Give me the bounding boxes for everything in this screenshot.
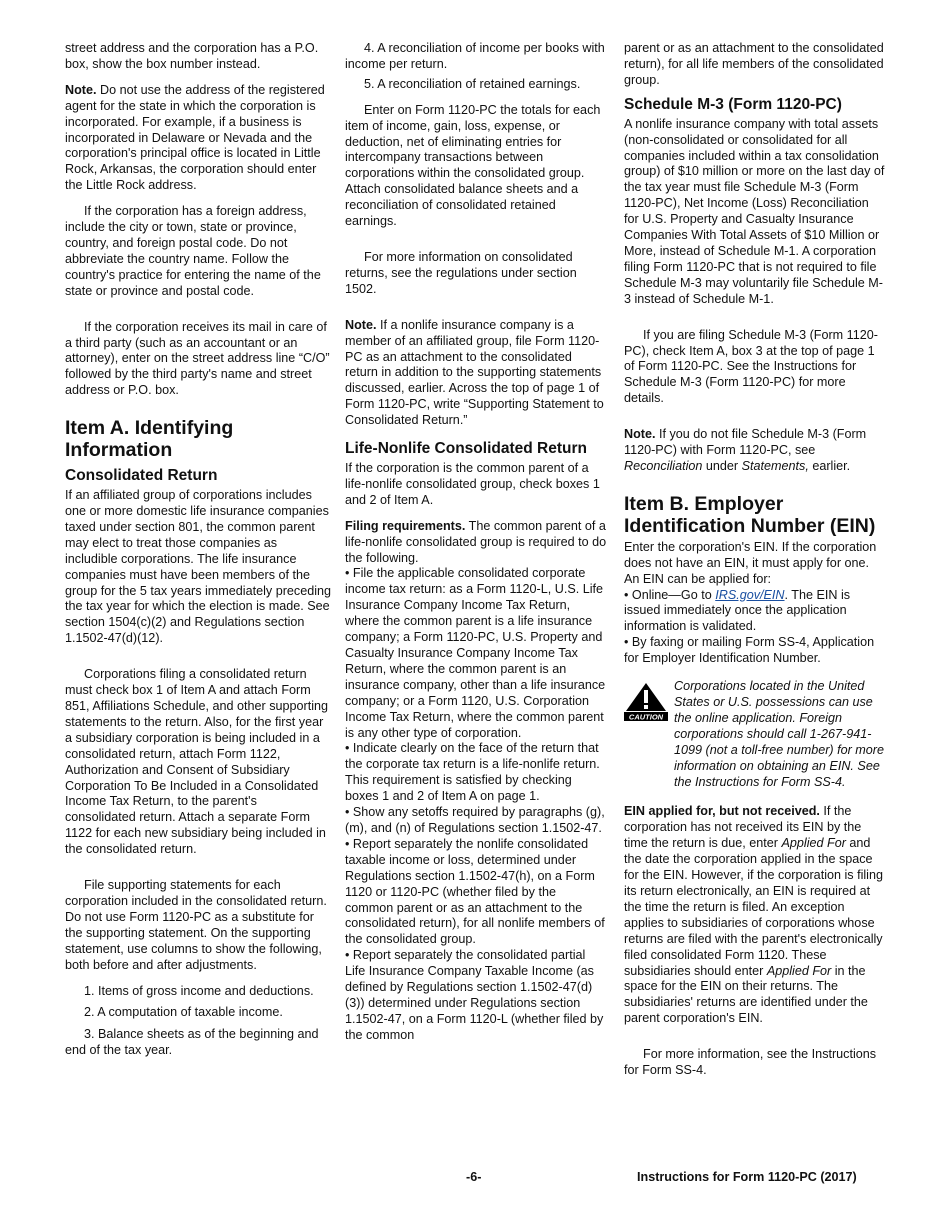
column-1 bbox=[65, 41, 331, 1061]
note-label: Note. bbox=[65, 82, 97, 97]
bullet-fax: • By faxing or mailing Form SS-4, Application for Employer Identification Number. bbox=[624, 635, 875, 666]
paragraph-affiliated-group: If an affiliated group of corporations includes one or more domestic life insurance companies taxed under section 801, the common parent may elect to treat those companies as includible corporations. The life insurance companies must have been members of the group for the 5 tax years immediately preceding the tax year for which the election is made. See section 1504(c)(2) and Regulations section 1.1502-47(d)(12). bbox=[65, 488, 332, 646]
paragraph-ein-not-received: EIN applied for, but not received. If the corporation has not received its EIN by the time the return is due, enter Applied For and the date the corporation applied in the space for the EIN. However, if the corporation is filing its return electronically, an EIN is required at the time the return is filed. An exception applies to subsidiaries of corporations whose returns are filed with the parent's electronically filed consolidated Form 1120. These subsidiaries should enter Applied For in the space for the EIN on their returns. The subsidiaries' returns are identified under the parent corporation's EIN. bbox=[624, 804, 883, 1026]
paragraph-care-of: If the corporation receives its mail in care of a third party (such as an accountant or an attorney), enter on the street address line “C/O” followed by the third party's name and street address or P.O. box. bbox=[65, 319, 330, 398]
caution-label: CAUTION bbox=[628, 712, 664, 722]
caution-box bbox=[624, 679, 886, 790]
bullet-life-income: • Report separately the consolidated partial Life Insurance Company Taxable Income (as defined by Regulations section 1.1502-47(d)(3)) determined under Regulations section 1.1502-47, on a Form 1120-L (whether filed by the common bbox=[345, 948, 604, 1042]
note-m3: Note. If you do not file Schedule M-3 (Form 1120-PC) with Form 1120-PC, see Reconciliation under Statements, earlier. bbox=[624, 427, 867, 473]
irs-ein-link[interactable]: IRS.gov/EIN bbox=[715, 587, 785, 602]
note-label: Note. bbox=[624, 427, 656, 442]
bullet-indicate: • Indicate clearly on the face of the return that the corporate tax return is a life-nonlife return. This requirement is satisfied by checking boxes 1 and 2 of Item A on page 1. bbox=[345, 741, 600, 804]
paragraph-m3: A nonlife insurance company with total assets (non-consolidated or consolidated for all companies included within a tax consolidation group) of $10 million or more on the last day of the tax year must file Schedule M-3 (Form 1120-PC), Net Income (Loss) Reconciliation for U.S. Property and Casualty Insurance Companies With Total Assets of $10 Million or More, instead of Schedule M-1. A corporation filing Form 1120-PC that is not required to file Schedule M-3 may voluntarily file Schedule M-3 instead of Schedule M-1. bbox=[624, 116, 885, 306]
paragraph-continued: parent or as an attachment to the consolidated return), for all life members of the consolidated group. bbox=[624, 41, 884, 87]
paragraph-common-parent: If the corporation is the common parent of a life-nonlife consolidated group, check boxes 1 and 2 of Item A. bbox=[345, 461, 600, 507]
list-item-2: 2. A computation of taxable income. bbox=[84, 1005, 283, 1020]
caution-icon bbox=[624, 681, 668, 721]
paragraph-foreign-address: If the corporation has a foreign address, include the city or town, state or province, country, and foreign postal code. Do not abbreviate the country name. Follow the country's practice for entering the name of the state or province and postal code. bbox=[65, 204, 321, 298]
filing-requirements-label: Filing requirements. bbox=[345, 518, 466, 533]
form-title: Instructions for Form 1120-PC (2017) bbox=[637, 1170, 857, 1184]
paragraph-address-end: street address and the corporation has a P.O. box, show the box number instead. bbox=[65, 41, 319, 71]
page-number: -6- bbox=[466, 1170, 482, 1184]
heading-item-a: Item A. Identifying Information bbox=[65, 417, 234, 462]
caution-text: Corporations located in the United States or U.S. possessions can use the online application. Foreign corporations should call 1-267-941-1099 (not a toll-free number) for more information on obtaining an EIN. See the Instructions for Form SS-4. bbox=[674, 679, 884, 789]
list-item-5: 5. A reconciliation of retained earnings. bbox=[364, 76, 581, 91]
note-label: Note. bbox=[345, 317, 377, 332]
heading-life-nonlife: Life-Nonlife Consolidated Return bbox=[345, 440, 587, 458]
paragraph-filing-consolidated: Corporations filing a consolidated return must check box 1 of Item A and attach Form 851, Affiliations Schedule, and other supporting statements to the return. Also, for the first year a subsidiary corporation is being included in a consolidated return, attach Form 1122, Authorization and Consent of Subsidiary Corporation To Be Included in a Consolidated Income Tax Return, to the parent's consolidated return. Attach a separate Form 1122 for each new subsidiary being included in the consolidated return. bbox=[65, 667, 329, 857]
bullet-nonlife-income: • Report separately the nonlife consolidated taxable income or loss, determined under Regulations section 1.1502-47(h), on a Form 1120 or 1120-PC (whether filed by the common parent or as an attachment to the consolidated return), for all nonlife members of the consolidated group. bbox=[345, 836, 605, 947]
paragraph-enter-totals: Enter on Form 1120-PC the totals for each item of income, gain, loss, expense, or deduction, net of eliminating entries for intercompany transactions between corporations within the consolidated group. Attach consolidated balance sheets and a reconciliation of consolidated retained earnings. bbox=[345, 102, 601, 229]
ein-not-received-label: EIN applied for, but not received. bbox=[624, 804, 820, 819]
heading-consolidated-return: Consolidated Return bbox=[65, 467, 218, 485]
paragraph-filing-m3: If you are filing Schedule M-3 (Form 1120-PC), check Item A, box 3 at the top of page 1 of Form 1120-PC. See the Instructions for Schedule M-3 (Form 1120-PC) for more details. bbox=[624, 327, 878, 406]
heading-schedule-m3: Schedule M-3 (Form 1120-PC) bbox=[624, 95, 842, 113]
column-3 bbox=[624, 41, 886, 1089]
note-registered-agent: Note. Do not use the address of the registered agent for the state in which the corporation is incorporated. For example, if a business is incorporated in Delaware or Nevada and the corporation's principal office is located in Little Rock, Arkansas, the corporation should enter the Little Rock address. bbox=[65, 82, 325, 193]
bullet-online: • Online—Go to IRS.gov/EIN. The EIN is issued immediately once the application information is validated. bbox=[624, 587, 851, 634]
bullet-file-return: • File the applicable consolidated corporate income tax return: as a Form 1120-L, U.S. Life Insurance Company Income Tax Return, where the common parent is a life insurance company; a Form 1120-PC, U.S. Property and Casualty Insurance Company Income Tax Return, where the common parent is an insurance company, other than a life insurance company; or a Form 1120, U.S. Corporation Income Tax Return, where the common parent is any other type of corporation. bbox=[345, 566, 606, 740]
paragraph-ein: Enter the corporation's EIN. If the corporation does not have an EIN, it must apply for one. An EIN can be applied for: bbox=[624, 539, 877, 586]
paragraph-supporting-statements: File supporting statements for each corporation included in the consolidated return. Do not use Form 1120-PC as a substitute for the supporting statement. On the supporting statement, use columns to show the following, both before and after adjustments. bbox=[65, 878, 327, 972]
bullet-setoffs: • Show any setoffs required by paragraphs (g), (m), and (n) of Regulations section 1.1502-47. bbox=[345, 805, 605, 835]
paragraph-more-info: For more information on consolidated returns, see the regulations under section 1502. bbox=[345, 249, 577, 296]
paragraph-filing-requirements: Filing requirements. The common parent of a life-nonlife consolidated group is required to do the following. bbox=[345, 518, 607, 565]
list-item-1: 1. Items of gross income and deductions. bbox=[84, 983, 314, 998]
note-nonlife-member: Note. If a nonlife insurance company is a member of an affiliated group, file Form 1120-PC as an attachment to the consolidated return in addition to the supporting statements discussed, earlier. Across the top of page 1 of Form 1120-PC, write “Supporting Statement to Consolidated Return.” bbox=[345, 317, 604, 428]
list-item-3: 3. Balance sheets as of the beginning and end of the tax year. bbox=[65, 1027, 319, 1058]
heading-item-b: Item B. Employer Identification Number (EIN) bbox=[624, 492, 876, 537]
paragraph-more-info-ss4: For more information, see the Instructions for Form SS-4. bbox=[624, 1047, 877, 1078]
column-2 bbox=[345, 41, 607, 1044]
list-item-4: 4. A reconciliation of income per books with income per return. bbox=[345, 41, 605, 71]
